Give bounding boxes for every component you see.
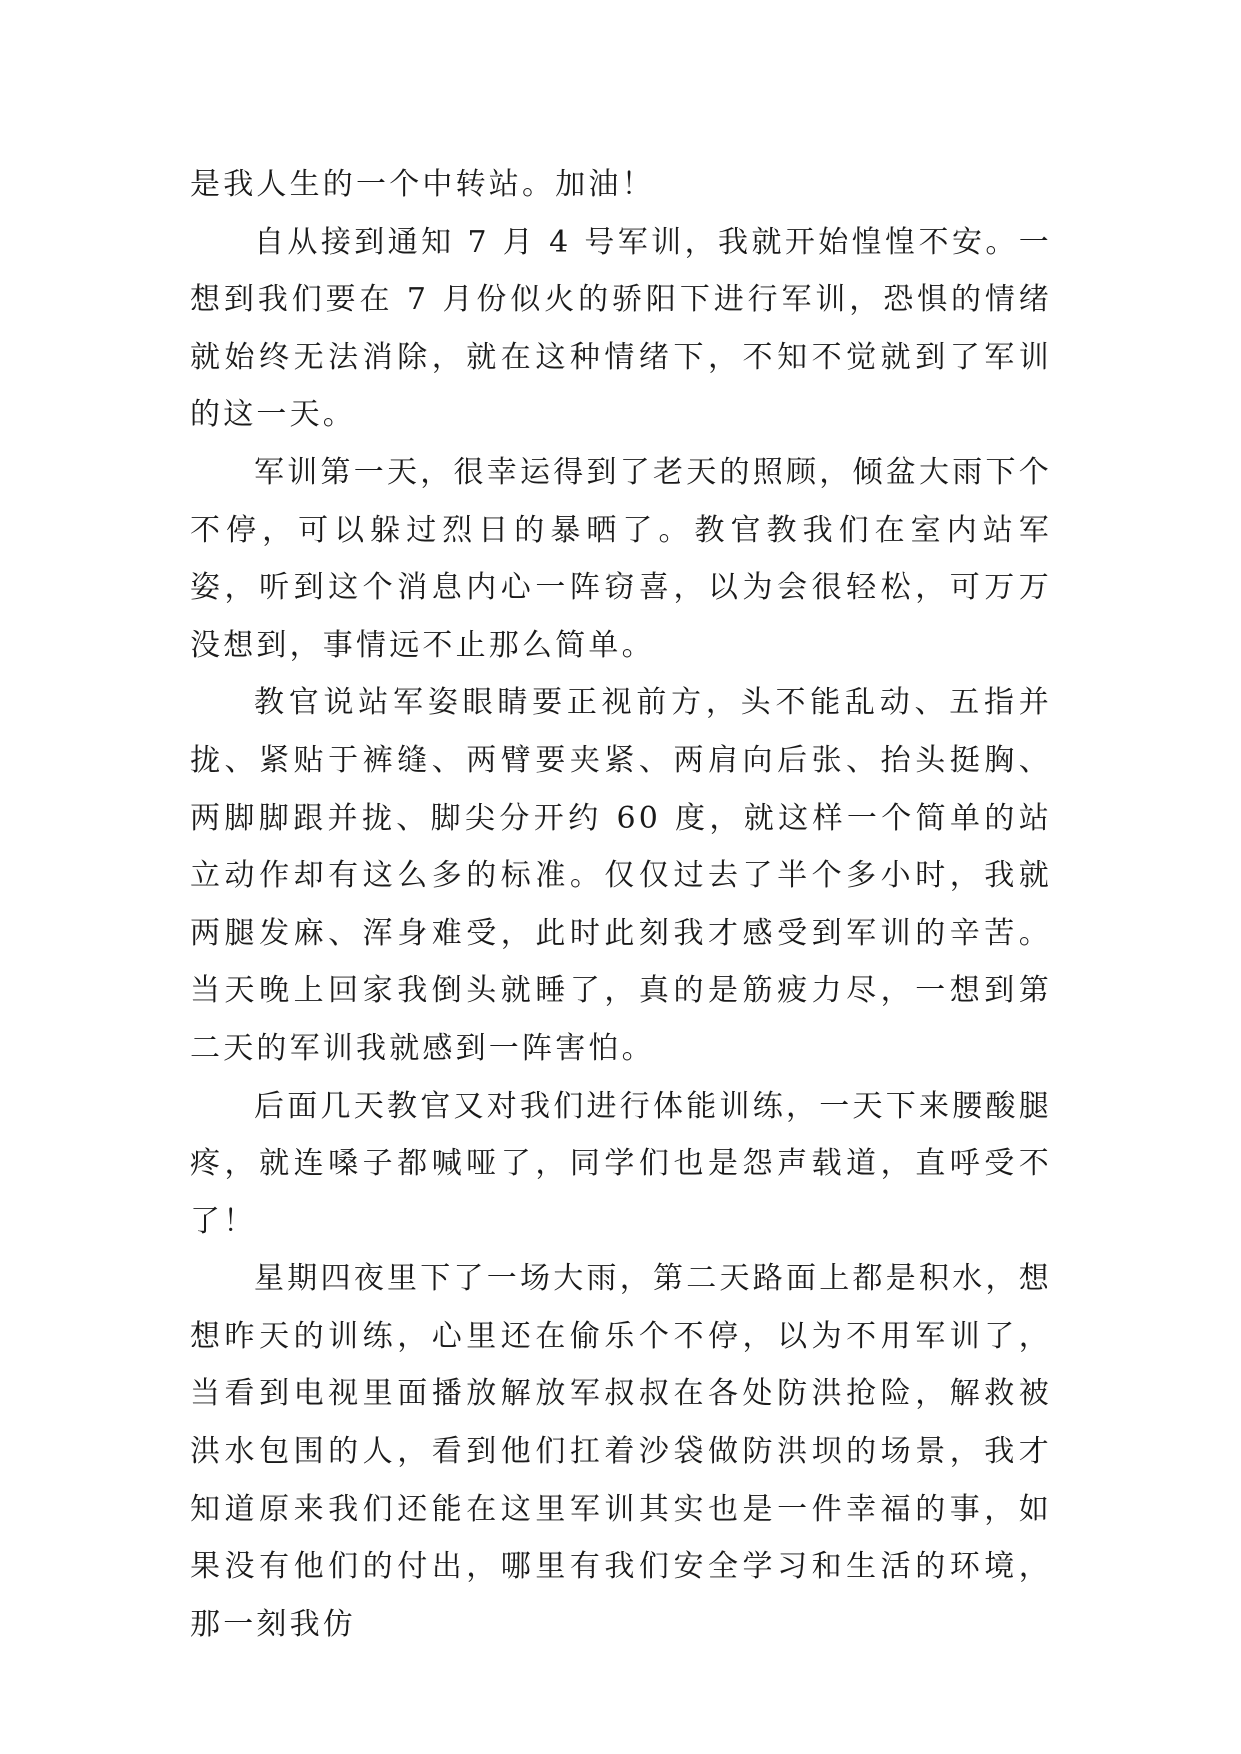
document-body	[190, 156, 1052, 1653]
paragraph-standing-posture: 教官说站军姿眼睛要正视前方，头不能乱动、五指并拢、紧贴于裤缝、两臂要夹紧、两肩向后张、抬头挺胸、两脚脚跟并拢、脚尖分开约 60 度，就这样一个简单的站立动作却有这么多的标准。仅仅过去了半个多小时，我就两腿发麻、浑身难受，此时此刻我才感受到军训的辛苦。当天晚上回家我倒头就睡了，真的是筋疲力尽，一想到第二天的军训我就感到一阵害怕。	[190, 685, 1052, 1066]
paragraph-notice: 自从接到通知 7 月 4 号军训，我就开始惶惶不安。一想到我们要在 7 月份似火的骄阳下进行军训，恐惧的情绪就始终无法消除，就在这种情绪下，不知不觉就到了军训的这一天。	[190, 224, 1052, 433]
paragraph-flood-reflection: 星期四夜里下了一场大雨，第二天路面上都是积水，想想昨天的训练，心里还在偷乐个不停，以为不用军训了，当看到电视里面播放解放军叔叔在各处防洪抢险，解救被洪水包围的人，看到他们扛着沙袋做防洪坝的场景，我才知道原来我们还能在这里军训其实也是一件幸福的事，如果没有他们的付出，哪里有我们安全学习和生活的环境，那一刻我仿	[190, 1261, 1052, 1642]
paragraph-fitness-training: 后面几天教官又对我们进行体能训练，一天下来腰酸腿疼，就连嗓子都喊哑了，同学们也是怨声载道，直呼受不了！	[190, 1088, 1052, 1239]
paragraph-continuation: 是我人生的一个中转站。加油！	[190, 167, 655, 202]
paragraph-first-day: 军训第一天，很幸运得到了老天的照顾，倾盆大雨下个不停，可以躲过烈日的暴晒了。教官教我们在室内站军姿，听到这个消息内心一阵窃喜，以为会很轻松，可万万没想到，事情远不止那么简单。	[190, 454, 1052, 663]
